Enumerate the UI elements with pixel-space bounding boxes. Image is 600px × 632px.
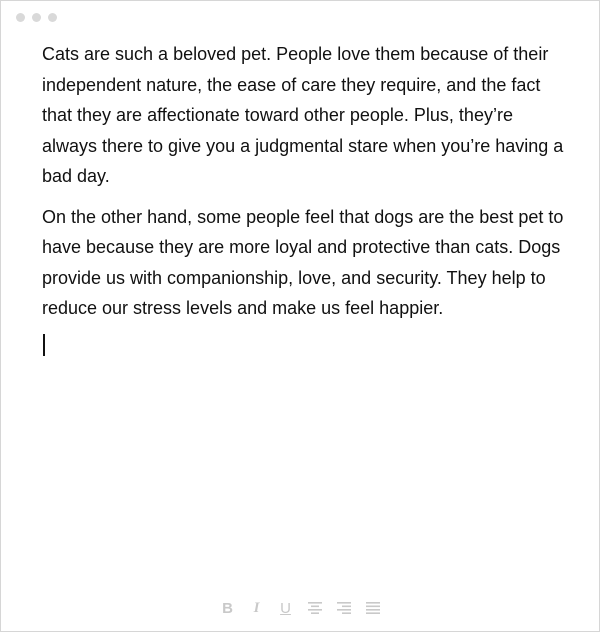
underline-icon: U	[280, 599, 291, 617]
bold-icon: B	[222, 599, 233, 617]
align-right-button[interactable]	[335, 600, 352, 617]
italic-button[interactable]	[248, 600, 265, 617]
window-dot-maximize[interactable]	[48, 13, 57, 22]
window-dot-minimize[interactable]	[32, 13, 41, 22]
align-center-button[interactable]	[306, 600, 323, 617]
underline-button[interactable]	[277, 600, 294, 617]
paragraph-cats[interactable]: Cats are such a beloved pet. People love them because of their independent nature, the ease of care they require, and the fact that they are affectionate toward other people. Plus, they’re always there to give you a judgmental stare when you’re having a bad day.	[42, 44, 564, 186]
text-editor[interactable]	[42, 39, 567, 334]
window-controls	[16, 13, 57, 22]
align-justify-icon	[366, 602, 380, 614]
align-right-icon	[337, 602, 351, 614]
italic-icon: I	[253, 599, 260, 616]
bold-button[interactable]	[219, 600, 236, 617]
paragraph-dogs[interactable]: On the other hand, some people feel that dogs are the best pet to have because they are more loyal and protective than cats. Dogs provide us with companionship, love, and security. They help to reduce our stress levels and make us feel happier.	[42, 206, 564, 318]
formatting-toolbar	[219, 599, 383, 617]
text-caret	[43, 334, 45, 356]
window-dot-close[interactable]	[16, 13, 25, 22]
align-justify-button[interactable]	[364, 600, 381, 617]
align-center-icon	[308, 602, 322, 614]
